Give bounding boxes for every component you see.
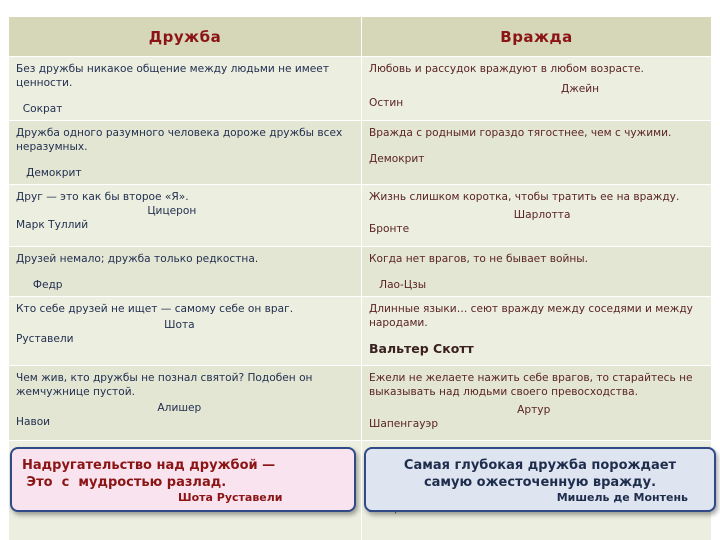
table-row [9,247,712,297]
quote-author: Демокрит [16,167,82,179]
quote-author: Сократ [16,103,63,115]
friendship-cell [9,185,362,247]
friendship-cell [9,121,362,185]
quote-text: Вражда с родными гораздо тягостнее, чем с чужими. [369,127,672,139]
table-row [9,366,712,441]
quote-author: Алишер Навои [16,402,202,428]
quote-text: Дружба одного разумного человека дороже дружбы всех неразумных. [16,127,343,153]
friendship-cell [9,247,362,297]
header-enmity: Вражда [362,17,712,57]
quote-author: Артур Шапенгауэр [369,404,551,430]
enmity-cell [362,121,712,185]
friendship-callout [10,447,356,512]
enmity-cell [362,247,712,297]
callout-quote: Самая глубокая дружба порождает самую ожесточенную вражду. [403,458,677,490]
friendship-cell [9,366,362,441]
quote-author: Цицерон Марк Туллий [16,205,197,231]
quote-author: Джейн Остин [369,83,600,109]
quote-text: Ежели не желаете нажить себе врагов, то старайтесь не выказывать над людьми своего превосходства. [369,372,693,398]
table-row [9,297,712,366]
table-row [9,57,712,121]
quote-text: Кто себе друзей не ищет — самому себе он враг. [16,303,294,315]
header-friendship: Дружба [9,17,362,57]
table-row [9,121,712,185]
quote-author: Федр [16,279,63,291]
table-row [9,185,712,247]
quote-text: Друг — это как бы второе «Я». [16,191,189,203]
table-header-row [9,17,712,57]
quote-author: Шарлотта Бронте [369,209,571,235]
quote-text: Длинные языки… сеют вражду между соседями и между народами. [369,303,693,329]
friendship-cell [9,297,362,366]
quote-text: Без дружбы никакое общение между людьми не имеет ценности. [16,63,329,89]
quote-text: Когда нет врагов, то не бывает войны. [369,253,589,265]
friendship-cell [9,57,362,121]
quote-text: Чем жив, кто дружбы не познал святой? Подобен он жемчужнице пустой. [16,372,313,398]
quote-author: Демокрит [369,153,425,165]
enmity-cell [362,366,712,441]
enmity-cell [362,185,712,247]
quote-author: Лао-Цзы [369,279,427,291]
callout-quote: Надругательство над дружбой — Это с мудростью разлад. [22,458,276,490]
quote-text: Друзей немало; дружба только редкостна. [16,253,259,265]
callout-author: Шота Руставели [178,491,283,504]
enmity-cell [362,57,712,121]
callout-author: Мишель де Монтень [556,491,688,504]
quote-author: Вальтер Скотт [369,341,474,356]
enmity-cell [362,297,712,366]
quote-author: Шота Руставели [16,319,195,345]
quote-text: Любовь и рассудок враждуют в любом возрасте. [369,63,644,75]
enmity-callout [364,447,716,512]
quote-text: Жизнь слишком коротка, чтобы тратить ее на вражду. [369,191,680,203]
